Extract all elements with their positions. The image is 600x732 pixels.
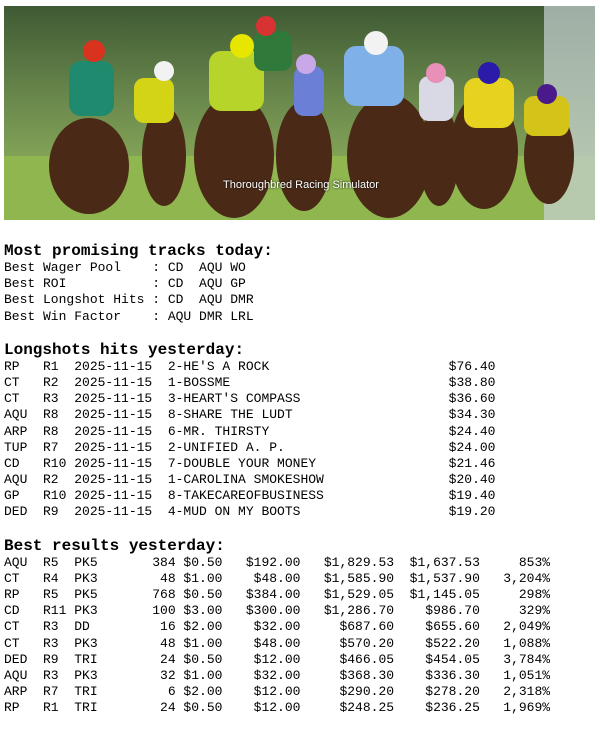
longshot-row: CD R10 2025-11-15 7-DOUBLE YOUR MONEY $21.46 bbox=[4, 455, 496, 471]
longshot-row: DED R9 2025-11-15 4-MUD ON MY BOOTS $19.20 bbox=[4, 504, 496, 520]
best-result-row: CT R3 PK3 48 $1.00 $48.00 $570.20 $522.20 1,088% bbox=[4, 635, 551, 651]
best-result-row: ARP R7 TRI 6 $2.00 $12.00 $290.20 $278.20 2,318% bbox=[4, 684, 551, 700]
best-result-row: CT R4 PK3 48 $1.00 $48.00 $1,585.90 $1,537.90 3,204% bbox=[4, 570, 551, 586]
longshot-row: CT R3 2025-11-15 3-HEART'S COMPASS $36.60 bbox=[4, 391, 496, 407]
best-result-row: RP R1 TRI 24 $0.50 $12.00 $248.25 $236.25 1,969% bbox=[4, 700, 551, 716]
best-result-row: AQU R5 PK5 384 $0.50 $192.00 $1,829.53 $1,637.53 853% bbox=[4, 554, 551, 570]
longshot-row: AQU R2 2025-11-15 1-CAROLINA SMOKESHOW $20.40 bbox=[4, 472, 496, 488]
best-results-table bbox=[4, 555, 596, 717]
longshot-row: RP R1 2025-11-15 2-HE'S A ROCK $76.40 bbox=[4, 358, 496, 374]
longshots-title: Longshots hits yesterday: bbox=[4, 340, 245, 359]
best-result-row: RP R5 PK5 768 $0.50 $384.00 $1,529.05 $1,145.05 298% bbox=[4, 587, 551, 602]
best-result-row: AQU R3 PK3 32 $1.00 $32.00 $368.30 $336.30 1,051% bbox=[4, 667, 551, 683]
promising-track-row: Best Longshot Hits : CD AQU DMR bbox=[4, 292, 254, 308]
longshots-table bbox=[4, 359, 596, 521]
best-result-row: CT R3 DD 16 $2.00 $32.00 $687.60 $655.60 2,049% bbox=[4, 619, 551, 635]
promising-track-row: Best Wager Pool : CD AQU WO bbox=[4, 260, 246, 275]
hero-caption: Thoroughbred Racing Simulator bbox=[223, 179, 379, 191]
hero-banner bbox=[4, 6, 595, 220]
longshot-row: CT R2 2025-11-15 1-BOSSME $38.80 bbox=[4, 374, 496, 390]
promising-tracks-list bbox=[4, 260, 596, 325]
longshot-row: AQU R8 2025-11-15 8-SHARE THE LUDT $34.30 bbox=[4, 407, 496, 423]
best-result-row: DED R9 TRI 24 $0.50 $12.00 $466.05 $454.05 3,784% bbox=[4, 651, 551, 667]
longshot-row: ARP R8 2025-11-15 6-MR. THIRSTY $24.40 bbox=[4, 423, 496, 439]
promising-tracks-title: Most promising tracks today: bbox=[4, 242, 273, 260]
promising-track-row: Best Win Factor : AQU DMR LRL bbox=[4, 308, 254, 324]
promising-track-row: Best ROI : CD AQU GP bbox=[4, 276, 246, 292]
longshot-row: TUP R7 2025-11-15 2-UNIFIED A. P. $24.00 bbox=[4, 439, 496, 455]
report-content bbox=[4, 242, 596, 717]
best-results-title: Best results yesterday: bbox=[4, 536, 225, 555]
longshot-row: GP R10 2025-11-15 8-TAKECAREOFBUSINESS $19.40 bbox=[4, 488, 496, 504]
best-result-row: CD R11 PK3 100 $3.00 $300.00 $1,286.70 $986.70 329% bbox=[4, 603, 551, 619]
